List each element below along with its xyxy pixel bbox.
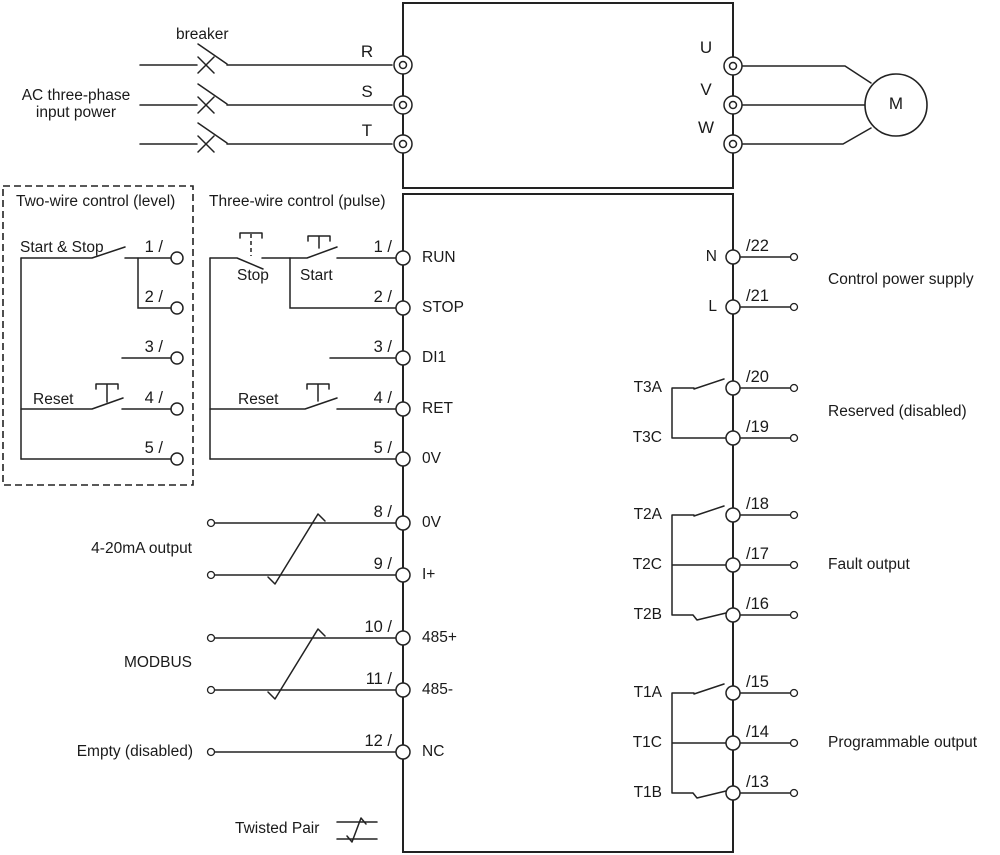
relay-num-15: /15	[746, 673, 769, 691]
relay-t3-contact-icon	[672, 379, 726, 438]
din-label-stop: STOP	[422, 299, 464, 316]
io-label-485p: 485+	[422, 629, 457, 646]
relay-num-16: /16	[746, 595, 769, 613]
analog-output-label: 4-20mA output	[91, 540, 192, 557]
twisted-pair-icon-analog	[268, 514, 325, 584]
din-label-ret: RET	[422, 400, 453, 417]
relay-name-t1a: T1A	[633, 684, 662, 701]
main-unit-outline	[403, 3, 733, 852]
two-wire-circuit	[21, 247, 183, 465]
phase-label-r: R	[360, 42, 374, 61]
relay-num-21: /21	[746, 287, 769, 305]
input-phase-terminals	[394, 56, 412, 153]
relay-num-22: /22	[746, 237, 769, 255]
stop-button-label: Stop	[237, 267, 269, 284]
two-wire-terminal-2: 2 /	[144, 288, 163, 306]
twisted-pair-label: Twisted Pair	[235, 820, 320, 837]
relay-name-t3c: T3C	[632, 429, 662, 446]
relay-t2-contact-icon	[672, 506, 726, 620]
relay-name-n: N	[705, 248, 717, 265]
relay-num-14: /14	[746, 723, 769, 741]
relay-name-t2b: T2B	[633, 606, 662, 623]
group-fault-output: Fault output	[828, 556, 910, 573]
start-button-label: Start	[300, 267, 333, 284]
din-num-1: 1 /	[373, 238, 392, 256]
relay-num-17: /17	[746, 545, 769, 563]
relay-name-l: L	[708, 298, 717, 315]
input-power-label-line2: input power	[35, 104, 117, 121]
relay-name-t2c: T2C	[632, 556, 662, 573]
twisted-pair-legend-icon	[337, 818, 377, 842]
group-reserved: Reserved (disabled)	[828, 403, 967, 420]
phase-label-w: W	[697, 118, 715, 137]
three-wire-reset-label: Reset	[238, 391, 279, 408]
io-num-11: 11 /	[365, 670, 392, 688]
relay-name-t1c: T1C	[632, 734, 662, 751]
twisted-pair-icon-modbus	[268, 629, 325, 699]
relay-output-wires	[740, 254, 798, 797]
io-num-8: 8 /	[373, 503, 392, 521]
three-wire-title: Three-wire control (pulse)	[209, 193, 386, 210]
empty-label: Empty (disabled)	[76, 743, 193, 760]
two-wire-box-outline	[3, 186, 193, 485]
two-wire-terminal-5: 5 /	[144, 439, 163, 457]
two-wire-terminal-4: 4 /	[144, 389, 163, 407]
phase-label-s: S	[361, 82, 373, 101]
io-num-12: 12 /	[364, 732, 392, 750]
din-num-2: 2 /	[373, 288, 392, 306]
modbus-label: MODBUS	[123, 654, 192, 671]
input-power-label-line1: AC three-phase	[21, 87, 131, 104]
din-label-run: RUN	[422, 249, 456, 266]
din-num-3: 3 /	[373, 338, 392, 356]
relay-num-18: /18	[746, 495, 769, 513]
two-wire-title: Two-wire control (level)	[16, 193, 176, 210]
phase-label-v: V	[700, 80, 712, 99]
din-num-5: 5 /	[373, 439, 392, 457]
two-wire-terminal-1: 1 /	[144, 238, 163, 256]
start-stop-label: Start & Stop	[20, 239, 104, 256]
io-label-485m: 485-	[422, 681, 454, 698]
motor-label: M	[888, 94, 904, 113]
phase-label-u: U	[699, 38, 713, 57]
din-num-4: 4 /	[373, 389, 392, 407]
io-label-nc: NC	[422, 743, 445, 760]
io-num-10: 10 /	[364, 618, 392, 636]
relay-name-t3a: T3A	[633, 379, 662, 396]
relay-t1-contact-icon	[672, 684, 726, 798]
din-label-0v: 0V	[422, 450, 441, 467]
din-label-di1: DI1	[422, 349, 447, 366]
two-wire-terminal-3: 3 /	[144, 338, 163, 356]
relay-name-t1b: T1B	[633, 784, 662, 801]
phase-label-t: T	[361, 121, 373, 140]
io-num-9: 9 /	[373, 555, 392, 573]
relay-num-20: /20	[746, 368, 769, 386]
relay-name-t2a: T2A	[633, 506, 662, 523]
two-wire-reset-label: Reset	[33, 391, 74, 408]
io-label-0v: 0V	[422, 514, 441, 531]
group-control-power: Control power supply	[828, 271, 974, 288]
motor-wires	[742, 66, 871, 144]
group-programmable-output: Programmable output	[828, 734, 978, 751]
io-label-iplus: I+	[422, 566, 436, 583]
output-phase-terminals	[724, 57, 742, 153]
relay-num-13: /13	[746, 773, 769, 791]
breaker-label: breaker	[176, 26, 229, 43]
relay-num-19: /19	[746, 418, 769, 436]
